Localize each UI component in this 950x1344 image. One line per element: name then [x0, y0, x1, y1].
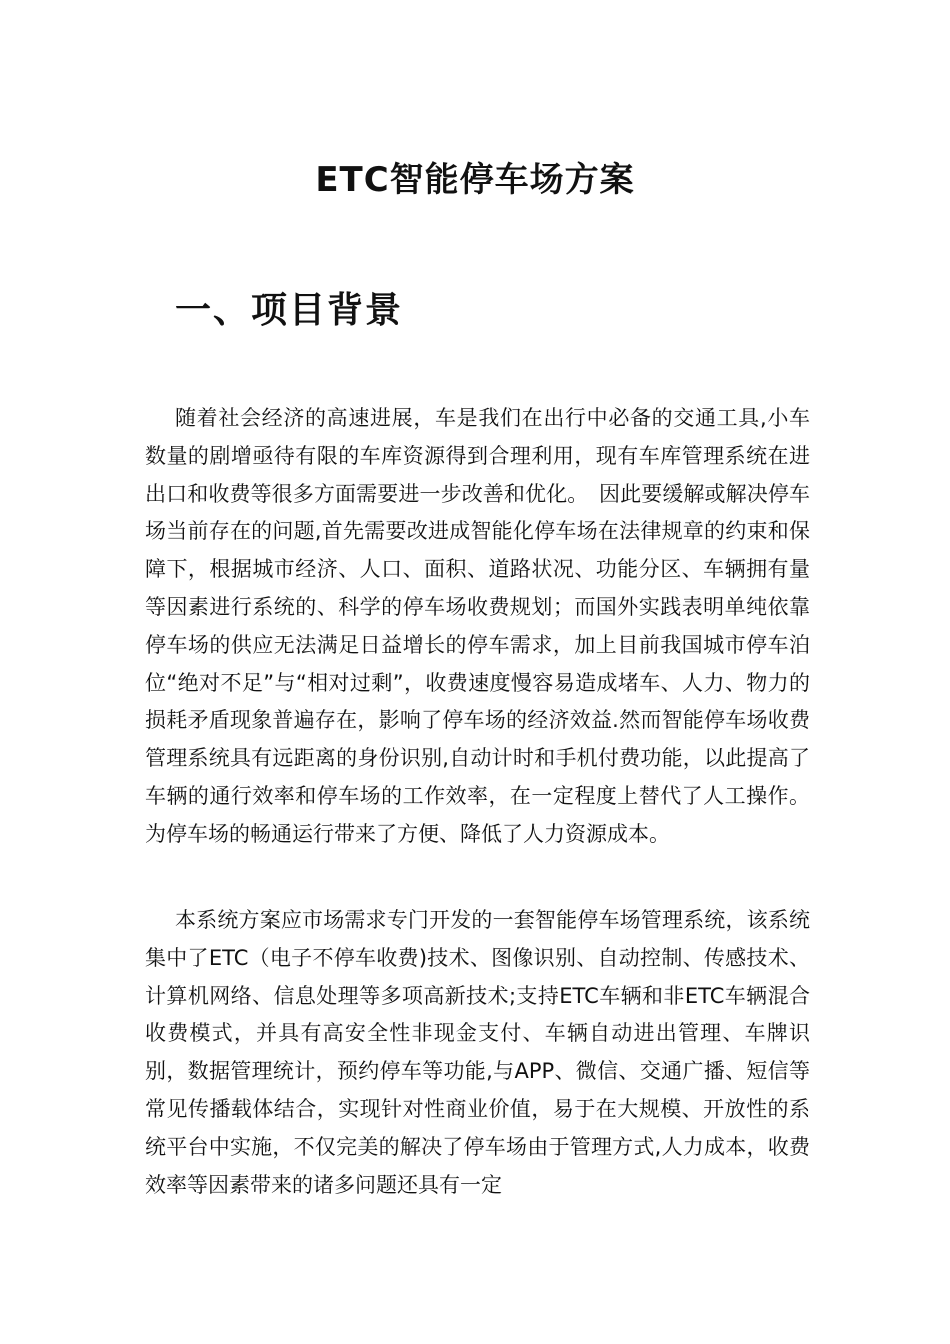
body-paragraph: 随着社会经济的高速进展，车是我们在出行中必备的交通工具,小车数量的剧增亟待有限的车库资源得到合理利用，现有车库管理系统在进出口和收费等很多方面需要进一步改善和优化。 因此要缓解或解决停车场当前存在的问题,首先需要改进成智能化停车场在法律规章的约束和保障下，根据城市经济、人口、面积、道路状况、功能分区、车辆拥有量等因素进行系统的、科学的停车场收费规划；而国外实践表明单纯依靠停车场的供应无法满足日益增长的停车需求，加上目前我国城市停车泊位“绝对不足”与“相对过剩”，收费速度慢容易造成堵车、人力、物力的损耗矛盾现象普遍存在，影响了停车场的经济效益.然而智能停车场收费管理系统具有远距离的身份识别,自动计时和手机付费功能，以此提高了车辆的通行效率和停车场的工作效率，在一定程度上替代了人工操作。为停车场的畅通运行带来了方便、降低了人力资源成本。 [145, 406, 810, 846]
document-title: ETC智能停车场方案 [315, 160, 635, 200]
body-paragraph: 本系统方案应市场需求专门开发的一套智能停车场管理系统，该系统集中了ETC（电子不停车收费)技术、图像识别、自动控制、传感技术、计算机网络、信息处理等多项高新技术;支持ETC车辆和非ETC车辆混合收费模式，并具有高安全性非现金支付、车辆自动进出管理、车牌识别，数据管理统计，预约停车等功能,与APP、微信、交通广播、短信等常见传播载体结合，实现针对性商业价值，易于在大规模、开放性的系统平台中实施，不仅完美的解决了停车场由于管理方式,人力成本，收费效率等因素带来的诸多问题还具有一定 [145, 908, 810, 1197]
section-heading: 一、项目背景 [175, 290, 404, 331]
